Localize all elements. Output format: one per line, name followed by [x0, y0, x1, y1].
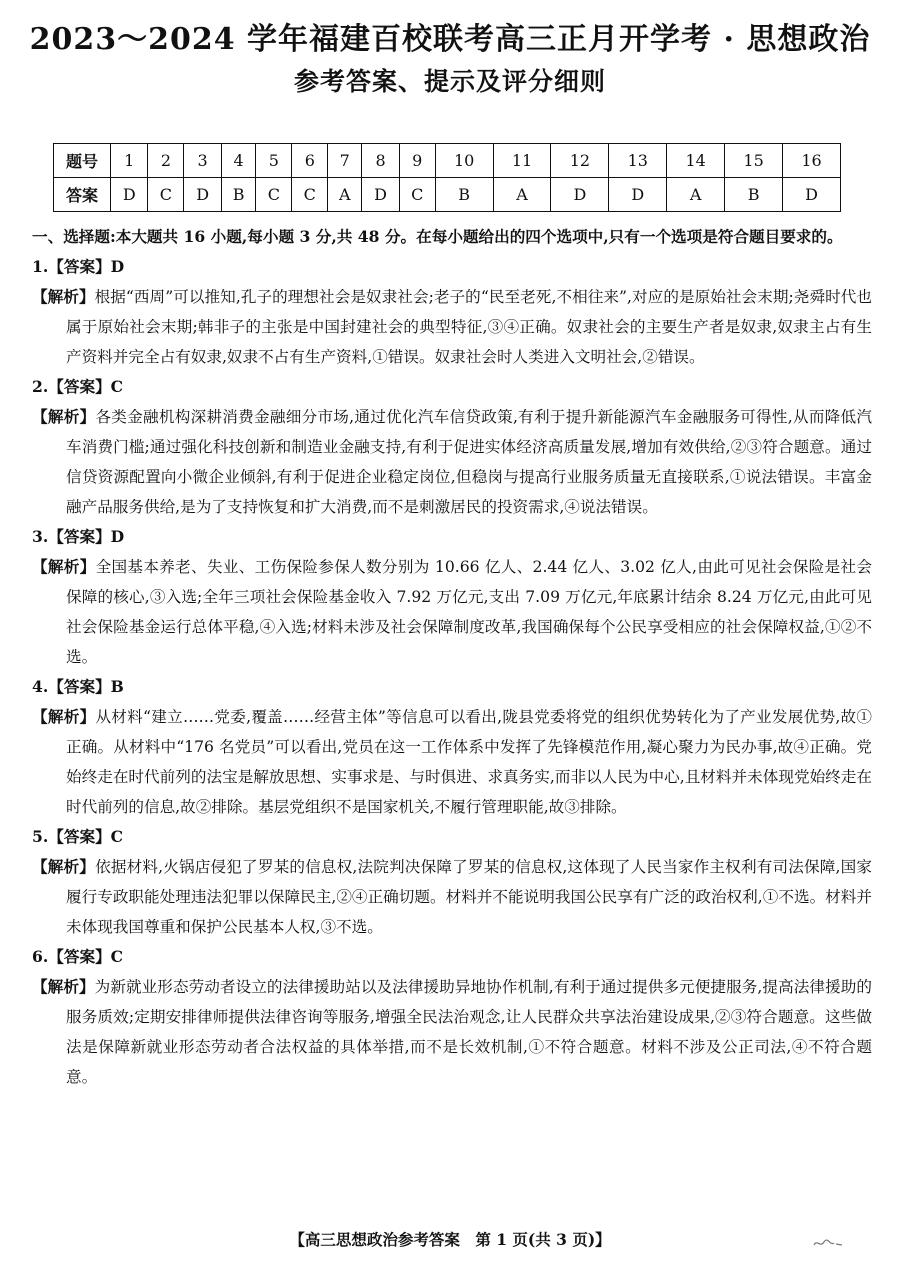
scribble-mark-icon	[812, 1236, 844, 1250]
table-cell: B	[435, 178, 493, 212]
page-subtitle: 参考答案、提示及评分细则	[293, 67, 606, 96]
analysis-text: 为新就业形态劳动者设立的法律援助站以及法律援助异地协作机制,有利于通过提供多元便捷服务,提高法律援助的服务质效;定期安排律师提供法律咨询等服务,增强全民法治观念,让人民群众共享法治建设成果,②③符合题意。这些做法是保障新就业形态劳动者合法权益的具体举措,而不是长效机制,①不符合题意。材料不涉及公正司法,④不符合题意。	[66, 978, 872, 1086]
table-cell: 8	[362, 144, 399, 178]
table-cell: 11	[493, 144, 551, 178]
question-1-analysis	[32, 282, 872, 372]
question-number: 4.	[32, 677, 49, 696]
answer-value: D	[110, 257, 125, 276]
question-4-answer	[32, 672, 872, 702]
page-title: 2023～2024 学年福建百校联考高三正月开学考 · 思想政治	[29, 22, 871, 57]
section-intro: 一、选择题:本大题共 16 小题,每小题 3 分,共 48 分。在每小题给出的四个选项中,只有一个选项是符合题目要求的。	[32, 227, 843, 246]
analysis-text: 从材料“建立……党委,覆盖……经营主体”等信息可以看出,陇县党委将党的组织优势转化为了产业发展优势,故①正确。从材料中“176 名党员”可以看出,党员在这一工作体系中发挥了先锋模范作用,凝心聚力为民办事,故④正确。党始终走在时代前列的法宝是解放思想、实事求是、与时俱进、求真务实,而非以人民为中心,且材料并未体现党始终走在时代前列的信息,故②排除。基层党组织不是国家机关,不履行管理职能,故③排除。	[66, 708, 872, 816]
table-cell: B	[725, 178, 783, 212]
analysis-text: 全国基本养老、失业、工伤保险参保人数分别为 10.66 亿人、2.44 亿人、3.02 亿人,由此可见社会保险是社会保障的核心,③入选;全年三项社会保险基金收入 7.92 万亿元,支出 7.09 万亿元,年底累计结余 8.24 万亿元,由此可见社会保险基金运行总体平稳,④入选;材料未涉及社会保障制度改革,我国确保每个公民享受相应的社会保障权益,①②不选。	[66, 558, 872, 666]
answer-tag: 【答案】	[48, 827, 111, 846]
table-cell: D	[551, 178, 609, 212]
answer-tag: 【答案】	[48, 257, 111, 276]
table-cell: D	[783, 178, 841, 212]
table-cell: 7	[328, 144, 362, 178]
table-cell: C	[148, 178, 184, 212]
table-cell: A	[328, 178, 362, 212]
analysis-tag: 【解析】	[32, 977, 95, 996]
answer-tag: 【答案】	[48, 677, 111, 696]
answer-value: D	[110, 527, 125, 546]
table-cell: B	[221, 178, 256, 212]
table-cell: 16	[783, 144, 841, 178]
question-6-answer	[32, 942, 872, 972]
question-2-answer	[32, 372, 872, 402]
question-number: 5.	[32, 827, 49, 846]
analysis-text: 各类金融机构深耕消费金融细分市场,通过优化汽车信贷政策,有利于提升新能源汽车金融服务可得性,从而降低汽车消费门槛;通过强化科技创新和制造业金融支持,有利于促进实体经济高质量发展,增加有效供给,②③符合题意。通过信贷资源配置向小微企业倾斜,有利于促进企业稳定岗位,但稳岗与提高行业服务质量无直接联系,①说法错误。丰富金融产品服务供给,是为了支持恢复和扩大消费,而不是刺激居民的投资需求,④说法错误。	[66, 408, 872, 516]
row-label-answer: 答案	[54, 178, 111, 212]
table-cell: 1	[111, 144, 148, 178]
question-1-answer	[32, 252, 872, 282]
answer-explanations	[32, 222, 872, 1092]
table-cell: 15	[725, 144, 783, 178]
answer-value: C	[110, 947, 124, 966]
table-cell: D	[184, 178, 221, 212]
table-cell: C	[292, 178, 328, 212]
table-cell: 3	[184, 144, 221, 178]
question-number: 1.	[32, 257, 49, 276]
analysis-tag: 【解析】	[32, 557, 96, 576]
table-cell: 14	[667, 144, 725, 178]
analysis-tag: 【解析】	[32, 407, 96, 426]
table-cell: 2	[148, 144, 184, 178]
answer-table	[53, 143, 841, 212]
question-number: 3.	[32, 527, 49, 546]
analysis-tag: 【解析】	[32, 707, 96, 726]
question-5-answer	[32, 822, 872, 852]
answer-row	[54, 178, 841, 212]
answer-value: C	[110, 377, 124, 396]
answer-value: C	[110, 827, 124, 846]
table-cell: 4	[221, 144, 256, 178]
table-cell: D	[111, 178, 148, 212]
analysis-text: 根据“西周”可以推知,孔子的理想社会是奴隶社会;老子的“民至老死,不相往来”,对应的是原始社会末期;尧舜时代也属于原始社会末期;韩非子的主张是中国封建社会的典型特征,③④正确。奴隶社会的主要生产者是奴隶,奴隶主占有生产资料并完全占有奴隶,奴隶不占有生产资料,①错误。奴隶社会时人类进入文明社会,②错误。	[66, 288, 872, 366]
analysis-tag: 【解析】	[32, 857, 96, 876]
table-cell: 13	[609, 144, 667, 178]
table-cell: A	[493, 178, 551, 212]
question-number: 2.	[32, 377, 49, 396]
answer-value: B	[110, 677, 124, 696]
table-cell: 5	[256, 144, 292, 178]
question-6-analysis	[32, 972, 872, 1092]
table-cell: C	[399, 178, 435, 212]
table-cell: A	[667, 178, 725, 212]
table-cell: D	[609, 178, 667, 212]
page-footer: 【高三思想政治参考答案 第 1 页(共 3 页)】	[289, 1230, 611, 1249]
table-cell: 10	[435, 144, 493, 178]
question-2-analysis	[32, 402, 872, 522]
answer-tag: 【答案】	[48, 947, 111, 966]
answer-tag: 【答案】	[48, 377, 111, 396]
table-cell: C	[256, 178, 292, 212]
question-4-analysis	[32, 702, 872, 822]
question-number: 6.	[32, 947, 49, 966]
question-3-analysis	[32, 552, 872, 672]
table-cell: 9	[399, 144, 435, 178]
answer-tag: 【答案】	[48, 527, 111, 546]
question-5-analysis	[32, 852, 872, 942]
analysis-text: 依据材料,火锅店侵犯了罗某的信息权,法院判决保障了罗某的信息权,这体现了人民当家作主权利有司法保障,国家履行专政职能处理违法犯罪以保障民主,②④正确切题。材料并不能说明我国公民享有广泛的政治权利,①不选。材料并未体现我国尊重和保护公民基本人权,③不选。	[66, 858, 872, 936]
table-cell: 12	[551, 144, 609, 178]
row-label-number: 题号	[54, 144, 111, 178]
analysis-tag: 【解析】	[32, 287, 95, 306]
question-3-answer	[32, 522, 872, 552]
question-number-row	[54, 144, 841, 178]
table-cell: D	[362, 178, 399, 212]
table-cell: 6	[292, 144, 328, 178]
